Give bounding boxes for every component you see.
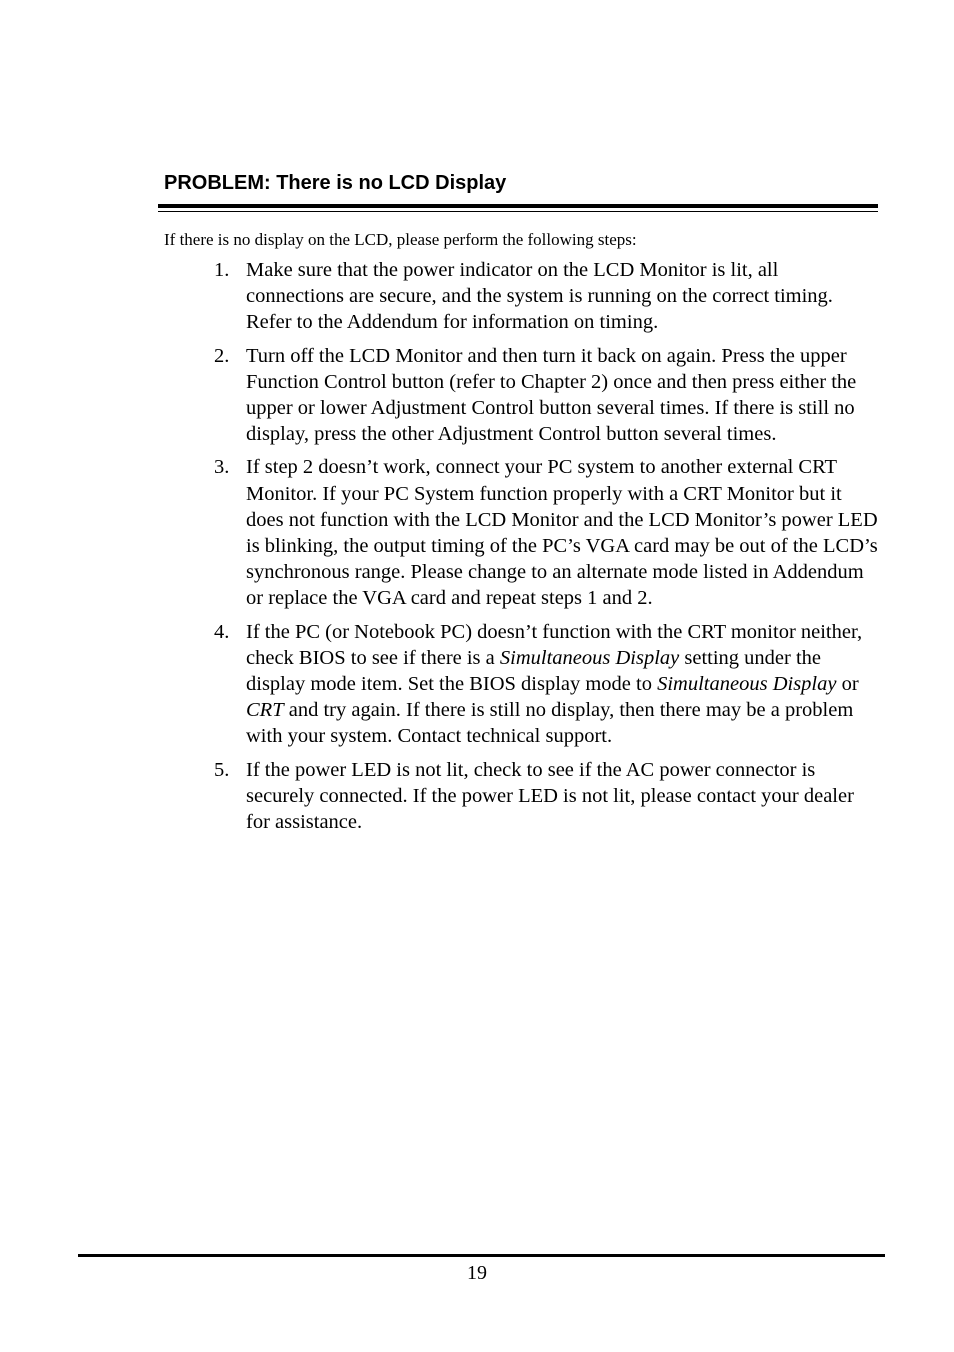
step-item [210, 343, 878, 448]
page-number: 19 [467, 1262, 487, 1284]
heading-rule-thick [158, 204, 878, 208]
step-text-emphasis: CRT [246, 699, 284, 722]
footer-rule [78, 1254, 885, 1257]
step-number: 5. [214, 758, 230, 781]
step-text [246, 757, 878, 836]
step-text-emphasis: Simultaneous Display [499, 646, 680, 669]
step-text-run: If step 2 doesn’t work, connect your PC system to another external CRT Monitor. If your PC System function properly with a CRT Monitor but it does not function with the LCD Monitor and the LCD Monitor’s power LED is blinking, the output timing of the PC’s VGA card may be out of the LCD’s synchronous range. Please change to an alternate mode listed in Addendum or replace the VGA card and repeat steps 1 and 2. [246, 456, 878, 610]
step-number: 2. [214, 344, 230, 367]
step-text [246, 619, 878, 750]
step-text [246, 454, 878, 611]
step-text [246, 343, 878, 448]
step-number: 1. [214, 259, 230, 281]
step-number: 4. [214, 620, 230, 643]
step-text-run: Turn off the LCD Monitor and then turn it back on again. Press the upper Function Control button (refer to Chapter 2) once and then press either the upper or lower Adjustment Control button several times. If there is still no display, press the other Adjustment Control button several times. [246, 344, 857, 446]
step-text-run: Make sure that the power indicator on the LCD Monitor is lit, all connections are secure, and the system is running on the correct timing. Refer to the Addendum for information on timing. [246, 259, 833, 334]
step-text-run: If the power LED is not lit, check to see if the AC power connector is securely connected. If the power LED is not lit, please contact your dealer for assistance. [246, 758, 854, 834]
step-item [210, 257, 878, 336]
step-text-emphasis: Simultaneous Display [657, 673, 837, 696]
step-item [210, 619, 878, 750]
heading-rule-thin [158, 211, 878, 212]
section-heading: PROBLEM: There is no LCD Display [164, 172, 507, 194]
step-number: 3. [214, 456, 230, 479]
step-item [210, 454, 878, 611]
step-text-run: and try again. If there is still no display, then there may be a problem with your system. Contact technical support. [246, 699, 854, 748]
intro-paragraph: If there is no display on the LCD, please perform the following steps: [164, 230, 637, 249]
troubleshooting-steps-list [210, 257, 878, 842]
step-text-run: or [836, 673, 859, 696]
step-text [246, 257, 878, 336]
step-text-run: setting under the display mode item. Set the BIOS display mode to [246, 646, 822, 696]
step-item [210, 757, 878, 836]
step-text-run: If the PC (or Notebook PC) doesn’t function with the CRT monitor neither, check BIOS to see if there is a [246, 620, 863, 669]
